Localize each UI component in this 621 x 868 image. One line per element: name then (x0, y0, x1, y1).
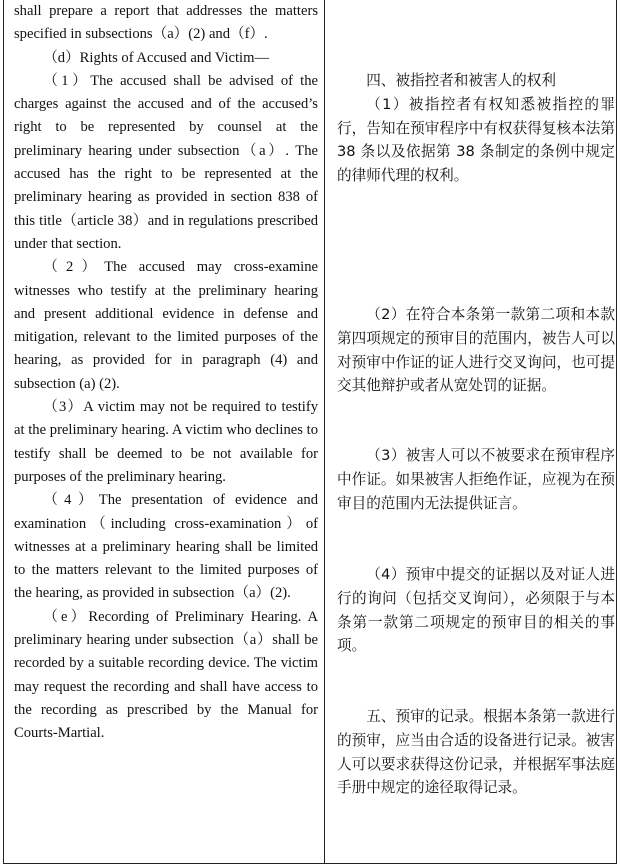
chinese-block-5 (337, 705, 615, 800)
chinese-heading-rights: 四、被指控者和被害人的权利 (366, 72, 556, 89)
english-para-continuation: shall prepare a report that addresses the matters specified in subsections（a）(2) and（f）. (14, 3, 318, 43)
chinese-block-2 (337, 303, 615, 398)
bilingual-table (3, 0, 617, 864)
chinese-block-4 (337, 563, 615, 658)
english-para-e: （e）Recording of Preliminary Hearing. A preliminary hearing under subsection（a）shall be recorded by a suitable recording device. The victim may request the recording and shall have access to the recording as prescribed by the Manual for Courts-Martial. (14, 608, 318, 742)
column-divider (324, 0, 325, 864)
chinese-block-3 (337, 444, 615, 515)
english-para-d4: （4）The presentation of evidence and examination（including cross-examination）of witnesses at a preliminary hearing shall be limited to the matters relevant to the limited purposes of the hearing, as provided in subsection（a）(2). (14, 492, 318, 602)
english-para-d3: （3）A victim may not be required to testify at the preliminary hearing. A victim who declines to testify shall be deemed to be not available for purposes of the preliminary hearing. (14, 399, 318, 485)
chinese-para-3: （3）被害人可以不被要求在预审程序中作证。如果被害人拒绝作证，应视为在预审目的范围内无法提供证言。 (337, 447, 615, 512)
chinese-block-rights (337, 69, 615, 188)
english-para-d2: （2）The accused may cross-examine witnesses who testify at the preliminary hearing and present additional evidence in defense and mitigation, relevant to the limited purposes of the hearing, as provided for in paragraph (4) and subsection (a) (2). (14, 259, 318, 392)
chinese-para-5: 五、预审的记录。根据本条第一款进行的预审，应当由合适的设备进行记录。被害人可以要求获得这份记录，并根据军事法庭手册中规定的途径取得记录。 (337, 708, 615, 797)
english-para-d-heading: （d）Rights of Accused and Victim— (43, 49, 270, 66)
chinese-para-4: （4）预审中提交的证据以及对证人进行的询问（包括交叉询问），必须限于与本条第一款第二项规定的预审目的相关的事项。 (337, 566, 615, 655)
english-para-d1: （1）The accused shall be advised of the charges against the accused and of the accused’s right to be represented by counsel at the preliminary hearing under subsection（a）. The accused has the right to be represented at the preliminary hearing as provided in section 838 of this title（article 38）and in regulations prescribed under that section. (14, 72, 318, 252)
english-column (14, 0, 318, 746)
chinese-para-2: （2）在符合本条第一款第二项和本款第四项规定的预审目的范围内，被告人可以对预审中作证的证人进行交叉询问，也可提交其他辩护或者从宽处罚的证据。 (337, 306, 615, 395)
chinese-para-1: （1）被指控者有权知悉被指控的罪行，告知在预审程序中有权获得复核本法第 38 条以及依据第 38 条制定的条例中规定的律师代理的权利。 (337, 95, 615, 185)
